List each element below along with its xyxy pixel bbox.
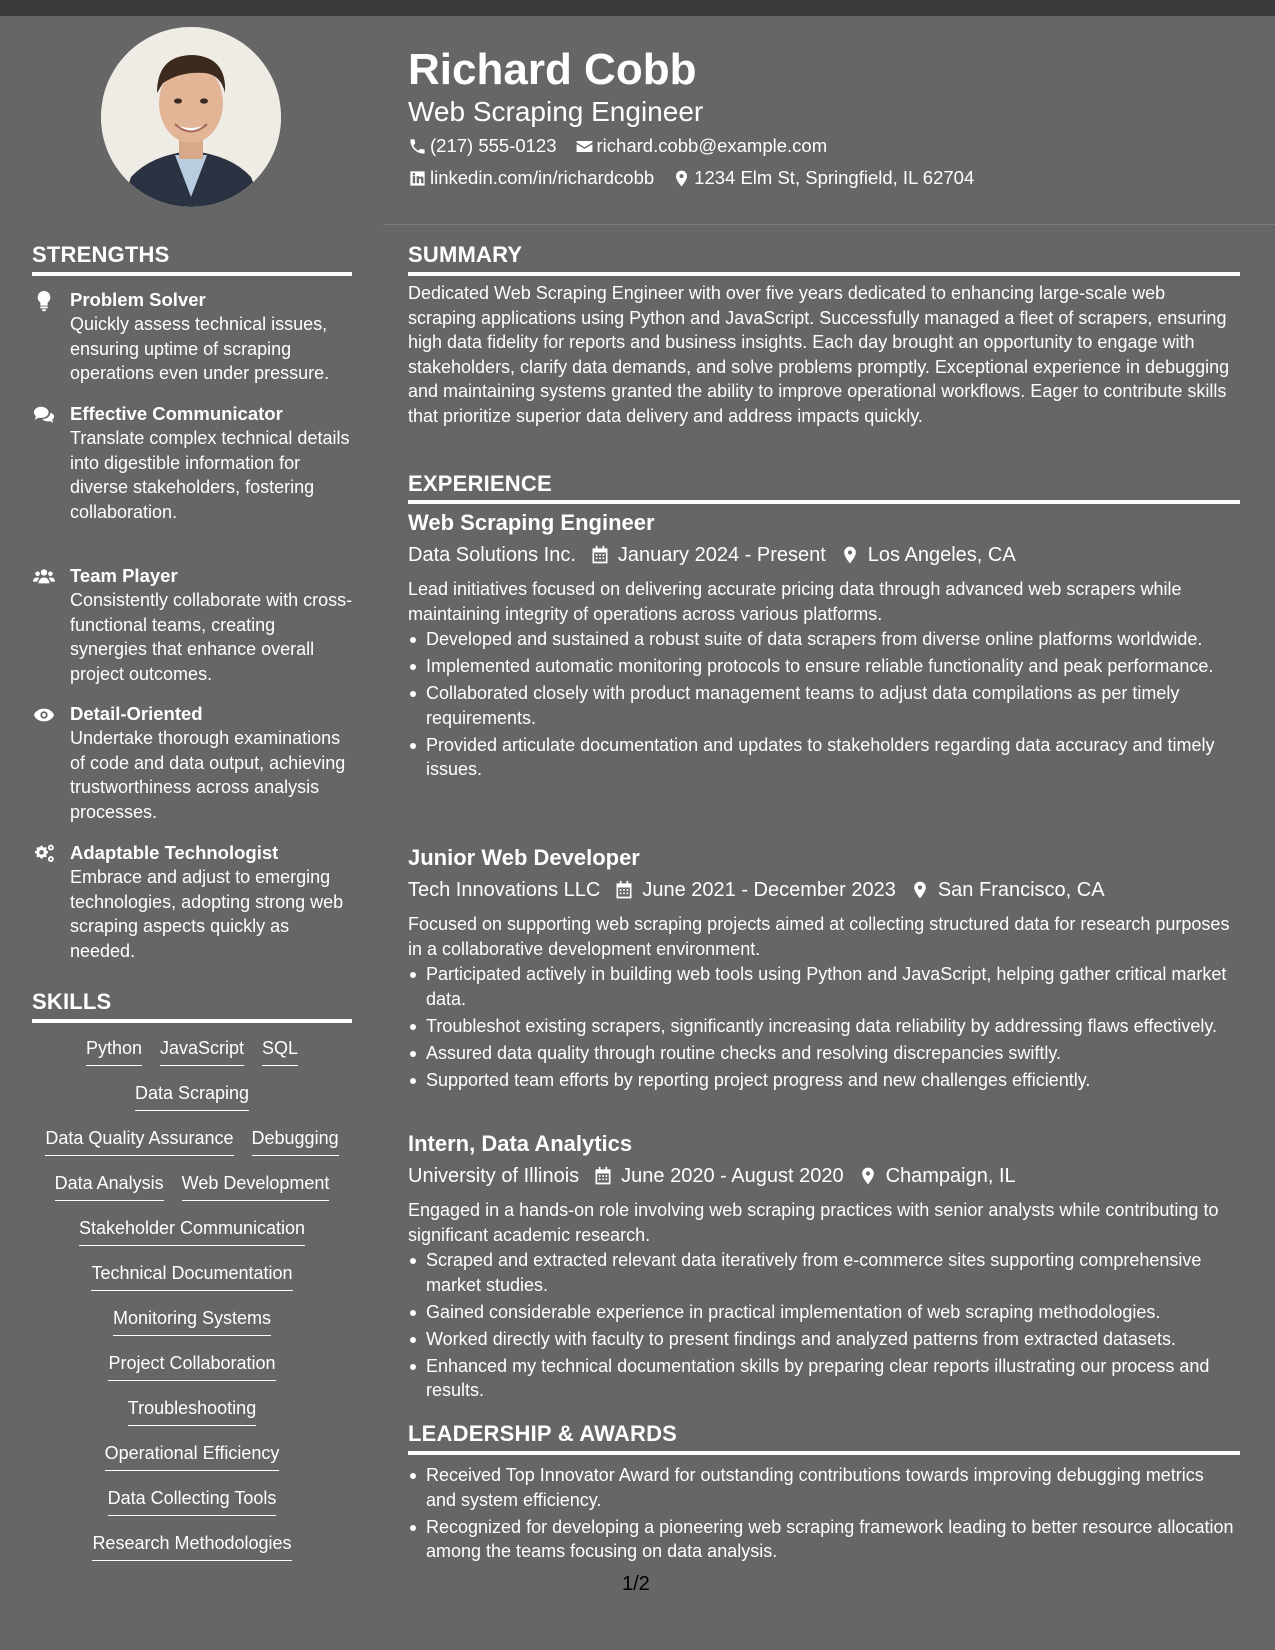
linkedin-icon	[408, 169, 427, 188]
list-item: Gained considerable experience in practical implementation of web scraping methodologies.	[408, 1300, 1238, 1325]
avatar	[101, 27, 281, 207]
skill-tag: Technical Documentation	[91, 1262, 292, 1291]
envelope-icon	[575, 137, 594, 156]
skills-list	[32, 1037, 352, 1577]
address-text: 1234 Elm St, Springfield, IL 62704	[694, 167, 975, 188]
strength-desc: Consistently collaborate with cross-functional teams, creating synergies that enhance overall project outcomes.	[70, 590, 353, 684]
list-item: Enhanced my technical documentation skills by preparing clear reports illustrating our process and results.	[408, 1354, 1238, 1403]
map-marker-icon	[672, 169, 691, 188]
calendar-icon	[590, 545, 610, 565]
job-meta	[408, 877, 1105, 903]
skill-tag: Debugging	[252, 1127, 339, 1156]
skill-tag: Troubleshooting	[128, 1397, 256, 1426]
strength-title: Effective Communicator	[70, 403, 283, 424]
email-contact[interactable]	[575, 134, 828, 158]
address-contact	[672, 166, 974, 190]
list-item: Received Top Innovator Award for outstanding contributions towards improving debugging metrics and system efficiency.	[408, 1463, 1238, 1512]
summary-rule	[408, 272, 1240, 276]
job-location: San Francisco, CA	[937, 879, 1105, 901]
list-item: Worked directly with faculty to present findings and analyzed patterns from extracted datasets.	[408, 1327, 1238, 1352]
job-bullets	[408, 1248, 1238, 1405]
skills-rule	[32, 1019, 352, 1023]
list-item: Assured data quality through routine checks and resolving discrepancies swiftly.	[408, 1041, 1238, 1066]
list-item: Collaborated closely with product management teams to adjust data compilations as per timely requirements.	[408, 681, 1238, 730]
skill-tag: Data Scraping	[135, 1082, 249, 1111]
skill-tag: Stakeholder Communication	[79, 1217, 305, 1246]
contact-row-1	[408, 134, 845, 158]
phone-text: (217) 555-0123	[430, 135, 557, 156]
job-location: Los Angeles, CA	[867, 544, 1016, 566]
calendar-icon	[593, 1166, 613, 1186]
job-description: Lead initiatives focused on delivering accurate pricing data through advanced web scrapers while maintaining integrity of operations across various platforms.	[408, 579, 1182, 624]
list-item: Implemented automatic monitoring protocols to ensure reliable functionality and peak performance.	[408, 654, 1238, 679]
strengths-heading: STRENGTHS	[32, 242, 170, 267]
skill-tag: Python	[86, 1037, 142, 1066]
strength-title: Detail-Oriented	[70, 703, 203, 724]
strength-desc: Embrace and adjust to emerging technologies, adopting strong web scraping aspects quickly as needed.	[70, 867, 344, 961]
map-marker-icon	[840, 545, 860, 565]
list-item: Troubleshot existing scrapers, significantly increasing data reliability by addressing flaws effectively.	[408, 1014, 1238, 1039]
job-title: Web Scraping Engineer	[408, 510, 655, 535]
skill-tag: Web Development	[182, 1172, 330, 1201]
skill-tag: SQL	[262, 1037, 298, 1066]
linkedin-text: linkedin.com/in/richardcobb	[430, 167, 655, 188]
skill-tag: Data Quality Assurance	[45, 1127, 233, 1156]
cogs-icon	[32, 843, 56, 865]
strength-desc: Translate complex technical details into digestible information for diverse stakeholders, fostering collaboration.	[70, 428, 350, 522]
strength-desc: Undertake thorough examinations of code and data output, achieving trustworthiness across analysis processes.	[70, 728, 346, 822]
awards-rule	[408, 1451, 1240, 1455]
skill-tag: Data Analysis	[55, 1172, 164, 1201]
skill-tag: Data Collecting Tools	[108, 1487, 277, 1516]
job-company: Tech Innovations LLC	[408, 879, 601, 901]
job-description: Focused on supporting web scraping projects aimed at collecting structured data for research purposes in a collaborative development environment.	[408, 914, 1230, 959]
job-meta	[408, 542, 1016, 568]
strength-item	[32, 841, 354, 963]
contact-row-2	[408, 166, 992, 190]
top-bar	[0, 0, 1275, 16]
lightbulb-icon	[32, 290, 56, 312]
phone-icon	[408, 137, 427, 156]
page-number: 1/2	[622, 1573, 650, 1595]
list-item: Recognized for developing a pioneering web scraping framework leading to better resource allocation among the teams focusing on data analysis.	[408, 1515, 1238, 1564]
summary-text: Dedicated Web Scraping Engineer with over five years dedicated to enhancing large-scale web scraping applications using Python and JavaScript. Successfully managed a fleet of scrapers, ensuring high data fidelity for reports and business insights. Each day brought an opportunity to engage with stakeholders, clarify data demands, and solve problems promptly. Exceptional experience in debugging and maintaining systems granted the ability to improve operational workflows. Eager to contribute skills that prioritize superior data delivery and address impacts quickly.	[408, 283, 1230, 426]
list-item: Provided articulate documentation and updates to stakeholders regarding data accuracy and timely issues.	[408, 733, 1238, 782]
skill-tag: Project Collaboration	[108, 1352, 275, 1381]
list-item: Supported team efforts by reporting project progress and new challenges efficiently.	[408, 1068, 1238, 1093]
email-text: richard.cobb@example.com	[596, 135, 828, 156]
experience-rule	[408, 500, 1240, 504]
job-dates: June 2020 - August 2020	[621, 1165, 844, 1187]
calendar-icon	[614, 880, 634, 900]
job-dates: January 2024 - Present	[617, 544, 826, 566]
job-bullets	[408, 962, 1238, 1095]
candidate-name: Richard Cobb	[408, 45, 697, 94]
candidate-title: Web Scraping Engineer	[408, 96, 704, 127]
comments-icon	[32, 404, 56, 426]
list-item: Participated actively in building web tools using Python and JavaScript, helping gather critical market data.	[408, 962, 1238, 1011]
experience-heading: EXPERIENCE	[408, 471, 552, 496]
eye-icon	[32, 704, 56, 726]
job-company: University of Illinois	[408, 1165, 580, 1187]
job-dates: June 2021 - December 2023	[642, 879, 896, 901]
list-item: Developed and sustained a robust suite of data scrapers from diverse online platforms worldwide.	[408, 627, 1238, 652]
strength-item	[32, 288, 354, 386]
job-location: Champaign, IL	[885, 1165, 1016, 1187]
list-item: Scraped and extracted relevant data iteratively from e-commerce sites supporting comprehensive market studies.	[408, 1248, 1238, 1297]
strength-item	[32, 702, 354, 824]
strength-title: Team Player	[70, 565, 178, 586]
skill-tag: Research Methodologies	[92, 1532, 291, 1561]
job-company: Data Solutions Inc.	[408, 544, 576, 566]
skills-heading: SKILLS	[32, 989, 112, 1014]
header-divider	[383, 224, 1275, 225]
skill-tag: Monitoring Systems	[113, 1307, 271, 1336]
strength-title: Adaptable Technologist	[70, 842, 279, 863]
skill-tag: Operational Efficiency	[105, 1442, 280, 1471]
map-marker-icon	[910, 880, 930, 900]
linkedin-contact[interactable]	[408, 166, 654, 190]
strengths-rule	[32, 272, 352, 276]
strength-desc: Quickly assess technical issues, ensuring uptime of scraping operations even under pressure.	[70, 314, 330, 383]
skill-tag: JavaScript	[160, 1037, 244, 1066]
job-description: Engaged in a hands-on role involving web scraping practices with senior analysts while contributing to significant academic research.	[408, 1200, 1219, 1245]
strength-item	[32, 564, 354, 686]
job-meta	[408, 1163, 1016, 1189]
awards-heading: LEADERSHIP & AWARDS	[408, 1421, 678, 1446]
strength-title: Problem Solver	[70, 289, 206, 310]
map-marker-icon	[858, 1166, 878, 1186]
strength-item	[32, 402, 354, 524]
phone-contact[interactable]	[408, 134, 557, 158]
users-icon	[32, 566, 56, 588]
summary-heading: SUMMARY	[408, 242, 523, 267]
job-title: Junior Web Developer	[408, 845, 640, 870]
job-bullets	[408, 627, 1238, 784]
job-title: Intern, Data Analytics	[408, 1131, 633, 1156]
awards-list	[408, 1463, 1238, 1566]
